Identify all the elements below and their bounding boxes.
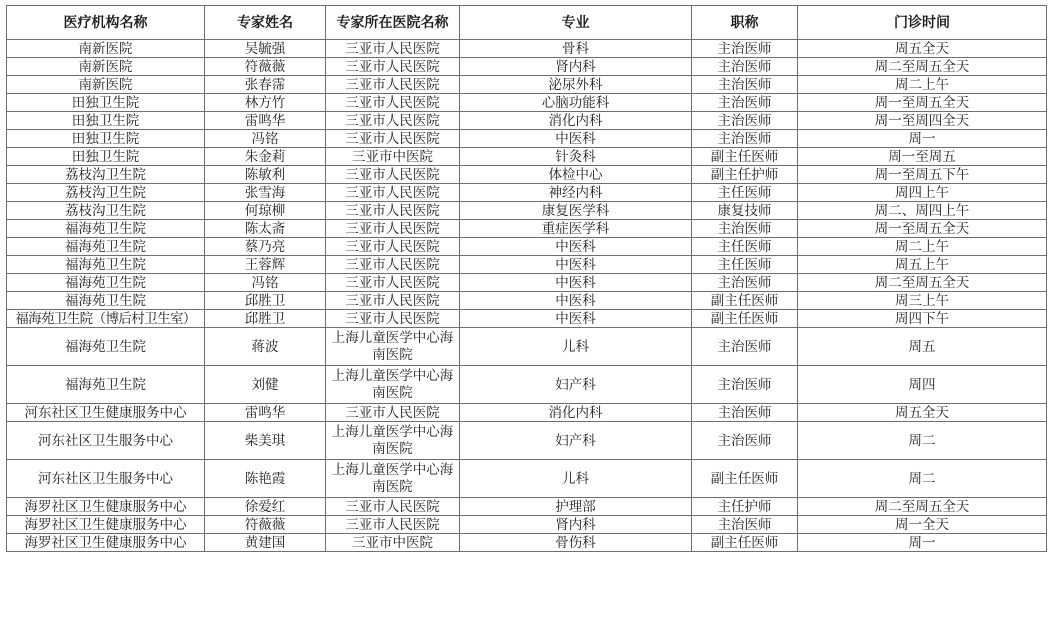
expert-name-cell: 雷鸣华 <box>205 112 326 130</box>
title-cell: 主治医师 <box>692 94 798 112</box>
expert-name-cell: 黄建国 <box>205 534 326 552</box>
clinic-time-cell: 周二上午 <box>798 76 1047 94</box>
org-cell: 南新医院 <box>7 76 205 94</box>
org-cell: 福海苑卫生院 <box>7 220 205 238</box>
specialty-cell: 骨伤科 <box>460 534 692 552</box>
table-row <box>7 404 1047 422</box>
title-cell: 主治医师 <box>692 40 798 58</box>
specialty-cell: 中医科 <box>460 274 692 292</box>
clinic-time-cell: 周四 <box>798 366 1047 404</box>
expert-name-cell: 冯铭 <box>205 130 326 148</box>
title-cell: 副主任医师 <box>692 460 798 498</box>
hospital-cell: 三亚市人民医院 <box>326 166 460 184</box>
expert-name-cell: 何琼柳 <box>205 202 326 220</box>
title-cell: 副主任医师 <box>692 292 798 310</box>
table-row <box>7 148 1047 166</box>
expert-name-cell: 陈敏利 <box>205 166 326 184</box>
table-row <box>7 184 1047 202</box>
expert-name-cell: 柴美琪 <box>205 422 326 460</box>
expert-name-cell: 符薇薇 <box>205 58 326 76</box>
title-cell: 主任医师 <box>692 238 798 256</box>
table-row <box>7 58 1047 76</box>
title-cell: 主治医师 <box>692 220 798 238</box>
title-cell: 副主任医师 <box>692 148 798 166</box>
title-cell: 副主任医师 <box>692 310 798 328</box>
clinic-time-cell: 周一全天 <box>798 516 1047 534</box>
org-cell: 荔枝沟卫生院 <box>7 184 205 202</box>
hospital-cell: 三亚市人民医院 <box>326 310 460 328</box>
clinic-time-cell: 周一至周五 <box>798 148 1047 166</box>
clinic-time-cell: 周二至周五全天 <box>798 58 1047 76</box>
clinic-time-cell: 周二至周五全天 <box>798 274 1047 292</box>
specialty-cell: 中医科 <box>460 292 692 310</box>
hospital-cell: 三亚市人民医院 <box>326 498 460 516</box>
table-row <box>7 422 1047 460</box>
org-cell: 河东社区卫生健康服务中心 <box>7 404 205 422</box>
expert-name-cell: 刘健 <box>205 366 326 404</box>
org-cell: 海罗社区卫生健康服务中心 <box>7 516 205 534</box>
table-row <box>7 516 1047 534</box>
title-cell: 主治医师 <box>692 76 798 94</box>
specialty-cell: 儿科 <box>460 328 692 366</box>
clinic-time-cell: 周五全天 <box>798 40 1047 58</box>
hospital-cell: 三亚市人民医院 <box>326 76 460 94</box>
org-cell: 福海苑卫生院 <box>7 292 205 310</box>
expert-name-cell: 朱金莉 <box>205 148 326 166</box>
table-header <box>7 6 1047 40</box>
specialty-cell: 妇产科 <box>460 422 692 460</box>
specialty-cell: 神经内科 <box>460 184 692 202</box>
specialty-cell: 重症医学科 <box>460 220 692 238</box>
org-cell: 南新医院 <box>7 40 205 58</box>
hospital-cell: 三亚市人民医院 <box>326 130 460 148</box>
table-body <box>7 40 1047 552</box>
expert-name-cell: 蒋波 <box>205 328 326 366</box>
expert-name-cell: 陈太斋 <box>205 220 326 238</box>
table-row <box>7 238 1047 256</box>
expert-name-cell: 雷鸣华 <box>205 404 326 422</box>
clinic-time-cell: 周二、周四上午 <box>798 202 1047 220</box>
clinic-time-cell: 周一 <box>798 534 1047 552</box>
title-cell: 副主任护师 <box>692 166 798 184</box>
title-cell: 主任护师 <box>692 498 798 516</box>
specialty-cell: 肾内科 <box>460 58 692 76</box>
org-cell: 福海苑卫生院 <box>7 366 205 404</box>
clinic-time-cell: 周二 <box>798 422 1047 460</box>
org-cell: 福海苑卫生院 <box>7 274 205 292</box>
expert-name-cell: 陈艳霞 <box>205 460 326 498</box>
hospital-cell: 三亚市人民医院 <box>326 184 460 202</box>
specialty-cell: 护理部 <box>460 498 692 516</box>
org-cell: 河东社区卫生服务中心 <box>7 460 205 498</box>
specialty-cell: 体检中心 <box>460 166 692 184</box>
hospital-cell: 三亚市人民医院 <box>326 112 460 130</box>
hospital-cell: 三亚市中医院 <box>326 534 460 552</box>
table-row <box>7 328 1047 366</box>
title-cell: 康复技师 <box>692 202 798 220</box>
clinic-time-cell: 周一 <box>798 130 1047 148</box>
expert-name-cell: 吴毓强 <box>205 40 326 58</box>
expert-name-cell: 徐爱红 <box>205 498 326 516</box>
org-cell: 河东社区卫生服务中心 <box>7 422 205 460</box>
table-row <box>7 130 1047 148</box>
expert-name-cell: 林方竹 <box>205 94 326 112</box>
org-cell: 海罗社区卫生健康服务中心 <box>7 534 205 552</box>
clinic-time-cell: 周五上午 <box>798 256 1047 274</box>
specialty-cell: 消化内科 <box>460 112 692 130</box>
table-row <box>7 310 1047 328</box>
title-cell: 主治医师 <box>692 58 798 76</box>
hospital-cell: 三亚市人民医院 <box>326 220 460 238</box>
hospital-cell: 三亚市人民医院 <box>326 58 460 76</box>
hospital-cell: 上海儿童医学中心海南医院 <box>326 328 460 366</box>
specialty-cell: 针灸科 <box>460 148 692 166</box>
expert-name-cell: 蔡乃亮 <box>205 238 326 256</box>
specialty-cell: 妇产科 <box>460 366 692 404</box>
org-cell: 田独卫生院 <box>7 130 205 148</box>
table-row <box>7 220 1047 238</box>
clinic-time-cell: 周五 <box>798 328 1047 366</box>
specialty-cell: 中医科 <box>460 130 692 148</box>
title-cell: 主治医师 <box>692 516 798 534</box>
specialty-cell: 中医科 <box>460 310 692 328</box>
clinic-time-cell: 周四上午 <box>798 184 1047 202</box>
header-expert-name: 专家姓名 <box>205 6 326 40</box>
table-row <box>7 274 1047 292</box>
specialty-cell: 中医科 <box>460 256 692 274</box>
hospital-cell: 三亚市人民医院 <box>326 202 460 220</box>
org-cell: 田独卫生院 <box>7 148 205 166</box>
table-row <box>7 292 1047 310</box>
hospital-cell: 上海儿童医学中心海南医院 <box>326 460 460 498</box>
title-cell: 主任医师 <box>692 256 798 274</box>
org-cell: 南新医院 <box>7 58 205 76</box>
expert-name-cell: 王蓉辉 <box>205 256 326 274</box>
hospital-cell: 三亚市人民医院 <box>326 404 460 422</box>
specialty-cell: 泌尿外科 <box>460 76 692 94</box>
hospital-cell: 三亚市人民医院 <box>326 292 460 310</box>
table-row <box>7 94 1047 112</box>
expert-name-cell: 邱胜卫 <box>205 310 326 328</box>
hospital-cell: 上海儿童医学中心海南医院 <box>326 366 460 404</box>
hospital-cell: 三亚市人民医院 <box>326 516 460 534</box>
title-cell: 主治医师 <box>692 112 798 130</box>
table-row <box>7 534 1047 552</box>
table-row <box>7 366 1047 404</box>
table-row <box>7 256 1047 274</box>
clinic-time-cell: 周一至周四全天 <box>798 112 1047 130</box>
header-org: 医疗机构名称 <box>7 6 205 40</box>
table-row <box>7 202 1047 220</box>
table-row <box>7 40 1047 58</box>
clinic-time-cell: 周二上午 <box>798 238 1047 256</box>
title-cell: 主治医师 <box>692 422 798 460</box>
specialty-cell: 肾内科 <box>460 516 692 534</box>
expert-name-cell: 符薇薇 <box>205 516 326 534</box>
specialty-cell: 中医科 <box>460 238 692 256</box>
hospital-cell: 三亚市人民医院 <box>326 238 460 256</box>
hospital-cell: 三亚市人民医院 <box>326 40 460 58</box>
org-cell: 海罗社区卫生健康服务中心 <box>7 498 205 516</box>
specialty-cell: 心脑功能科 <box>460 94 692 112</box>
clinic-time-cell: 周一至周五下午 <box>798 166 1047 184</box>
table-row <box>7 498 1047 516</box>
clinic-time-cell: 周五全天 <box>798 404 1047 422</box>
title-cell: 主治医师 <box>692 328 798 366</box>
org-cell: 福海苑卫生院 <box>7 328 205 366</box>
clinic-time-cell: 周二 <box>798 460 1047 498</box>
expert-name-cell: 张雪海 <box>205 184 326 202</box>
specialty-cell: 消化内科 <box>460 404 692 422</box>
expert-name-cell: 邱胜卫 <box>205 292 326 310</box>
org-cell: 福海苑卫生院 <box>7 256 205 274</box>
org-cell: 福海苑卫生院（博后村卫生室） <box>7 310 205 328</box>
table-row <box>7 112 1047 130</box>
table-row <box>7 460 1047 498</box>
table-row <box>7 76 1047 94</box>
hospital-cell: 三亚市人民医院 <box>326 94 460 112</box>
org-cell: 田独卫生院 <box>7 112 205 130</box>
header-hospital: 专家所在医院名称 <box>326 6 460 40</box>
specialty-cell: 康复医学科 <box>460 202 692 220</box>
title-cell: 主治医师 <box>692 404 798 422</box>
header-clinic-time: 门诊时间 <box>798 6 1047 40</box>
specialty-cell: 骨科 <box>460 40 692 58</box>
clinic-time-cell: 周四下午 <box>798 310 1047 328</box>
specialty-cell: 儿科 <box>460 460 692 498</box>
clinic-time-cell: 周三上午 <box>798 292 1047 310</box>
header-title: 职称 <box>692 6 798 40</box>
clinic-time-cell: 周二至周五全天 <box>798 498 1047 516</box>
header-row <box>7 6 1047 40</box>
clinic-time-cell: 周一至周五全天 <box>798 94 1047 112</box>
clinic-time-cell: 周一至周五全天 <box>798 220 1047 238</box>
org-cell: 田独卫生院 <box>7 94 205 112</box>
title-cell: 主治医师 <box>692 366 798 404</box>
title-cell: 主任医师 <box>692 184 798 202</box>
hospital-cell: 三亚市人民医院 <box>326 274 460 292</box>
org-cell: 福海苑卫生院 <box>7 238 205 256</box>
table-row <box>7 166 1047 184</box>
org-cell: 荔枝沟卫生院 <box>7 202 205 220</box>
expert-name-cell: 张春霈 <box>205 76 326 94</box>
hospital-cell: 三亚市人民医院 <box>326 256 460 274</box>
title-cell: 主治医师 <box>692 274 798 292</box>
hospital-cell: 三亚市中医院 <box>326 148 460 166</box>
title-cell: 副主任医师 <box>692 534 798 552</box>
clinic-schedule-table <box>6 5 1047 552</box>
expert-name-cell: 冯铭 <box>205 274 326 292</box>
hospital-cell: 上海儿童医学中心海南医院 <box>326 422 460 460</box>
header-specialty: 专业 <box>460 6 692 40</box>
title-cell: 主治医师 <box>692 130 798 148</box>
org-cell: 荔枝沟卫生院 <box>7 166 205 184</box>
